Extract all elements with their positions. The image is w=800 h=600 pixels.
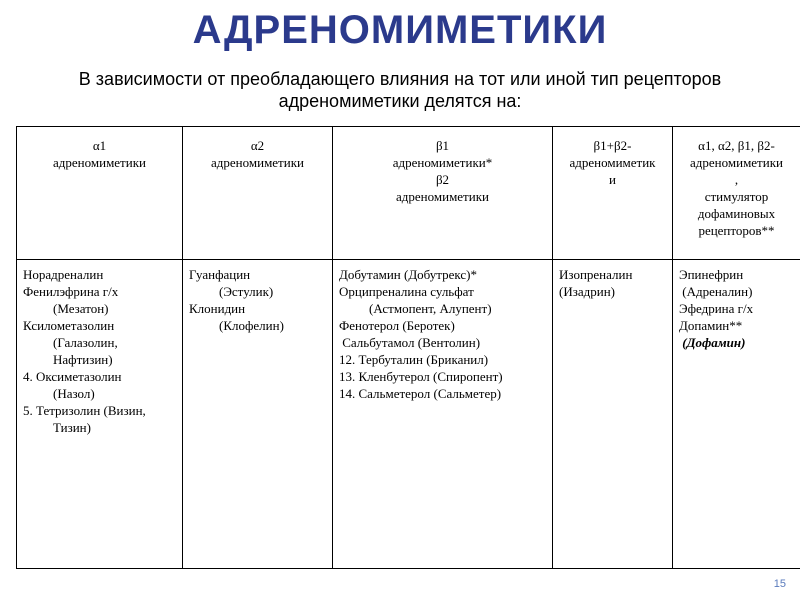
drug-entry: Гуанфацин — [189, 267, 251, 282]
drug-entry: Фенилэфрина г/х — [23, 284, 119, 299]
drug-entry: (Астмопент, Алупент) — [369, 301, 492, 316]
header-line: β1+β2- — [593, 138, 632, 153]
drug-entry: (Эстулик) — [219, 284, 274, 299]
drug-entry: (Галазолин, — [53, 335, 118, 350]
drug-entry: 5. Тетризолин (Визин, — [23, 403, 146, 418]
drug-entry: Сальбутамол (Вентолин) — [339, 335, 481, 350]
header-cell — [183, 127, 333, 260]
header-line: адреномиметики* — [392, 155, 493, 170]
drug-entry: Ксилометазолин — [23, 318, 115, 333]
header-cell — [17, 127, 183, 260]
drug-entry: Нафтизин) — [53, 352, 113, 367]
header-line: стимулятор — [704, 189, 769, 204]
header-line: α1 — [92, 138, 107, 153]
page-title: АДРЕНОМИМЕТИКИ — [192, 8, 608, 52]
drug-entry: 4. Оксиметазолин — [23, 369, 122, 384]
header-line: β1 — [435, 138, 450, 153]
drug-list-cell — [183, 260, 333, 569]
drug-entry: Тизин) — [53, 420, 91, 435]
header-line: и — [609, 172, 616, 187]
drug-entry: (Дофамин) — [679, 335, 746, 350]
drug-entry: (Изадрин) — [559, 284, 615, 299]
table-body-row — [17, 260, 800, 569]
header-line: адреномиметики — [53, 155, 146, 170]
drug-entry: (Адреналин) — [679, 284, 753, 299]
subtitle-line: адреномиметики делятся на: — [278, 91, 522, 111]
drug-entry: Норадреналин — [23, 267, 104, 282]
drug-entry: (Назол) — [53, 386, 95, 401]
header-line: рецепторов** — [698, 223, 775, 238]
header-line: , — [734, 172, 739, 187]
drug-entry: (Клофелин) — [219, 318, 284, 333]
header-line: адреномиметики — [690, 155, 783, 170]
drug-entry: 12. Тербуталин (Бриканил) — [339, 352, 489, 367]
header-line: β2 — [435, 172, 450, 187]
drug-list-cell — [333, 260, 553, 569]
header-line: дофаминовых — [697, 206, 776, 221]
drug-entry: Допамин** — [679, 318, 743, 333]
drug-entry: Эпинефрин — [679, 267, 744, 282]
drug-list-cell — [553, 260, 673, 569]
drug-entry: Добутамин (Добутрекс)* — [339, 267, 478, 282]
header-line: α1, α2, β1, β2- — [698, 138, 775, 153]
header-line: адреномиметики — [211, 155, 304, 170]
drug-list-cell — [17, 260, 183, 569]
page-number: 15 — [773, 578, 786, 590]
drug-entry: 13. Кленбутерол (Спиропент) — [339, 369, 503, 384]
table-header-row — [17, 127, 800, 260]
header-line: адреномиметики — [396, 189, 489, 204]
subtitle-line: В зависимости от преобладающего влияния на тот или иной тип рецепторов — [78, 69, 722, 89]
drug-entry: Изопреналин — [559, 267, 633, 282]
drug-entry: 14. Сальметерол (Сальметер) — [339, 386, 502, 401]
drug-entry: Клонидин — [189, 301, 246, 316]
drug-entry: Фенотерол (Беротек) — [339, 318, 455, 333]
header-cell — [553, 127, 673, 260]
header-line: α2 — [250, 138, 265, 153]
header-cell — [333, 127, 553, 260]
drug-entry: (Мезатон) — [53, 301, 109, 316]
subtitle — [20, 68, 780, 112]
classification-table — [16, 126, 800, 569]
drug-list-cell — [673, 260, 800, 569]
header-cell — [673, 127, 800, 260]
drug-entry: Эфедрина г/х — [679, 301, 754, 316]
drug-entry: Орципреналина сульфат — [339, 284, 474, 299]
header-line: адреномиметик — [569, 155, 656, 170]
